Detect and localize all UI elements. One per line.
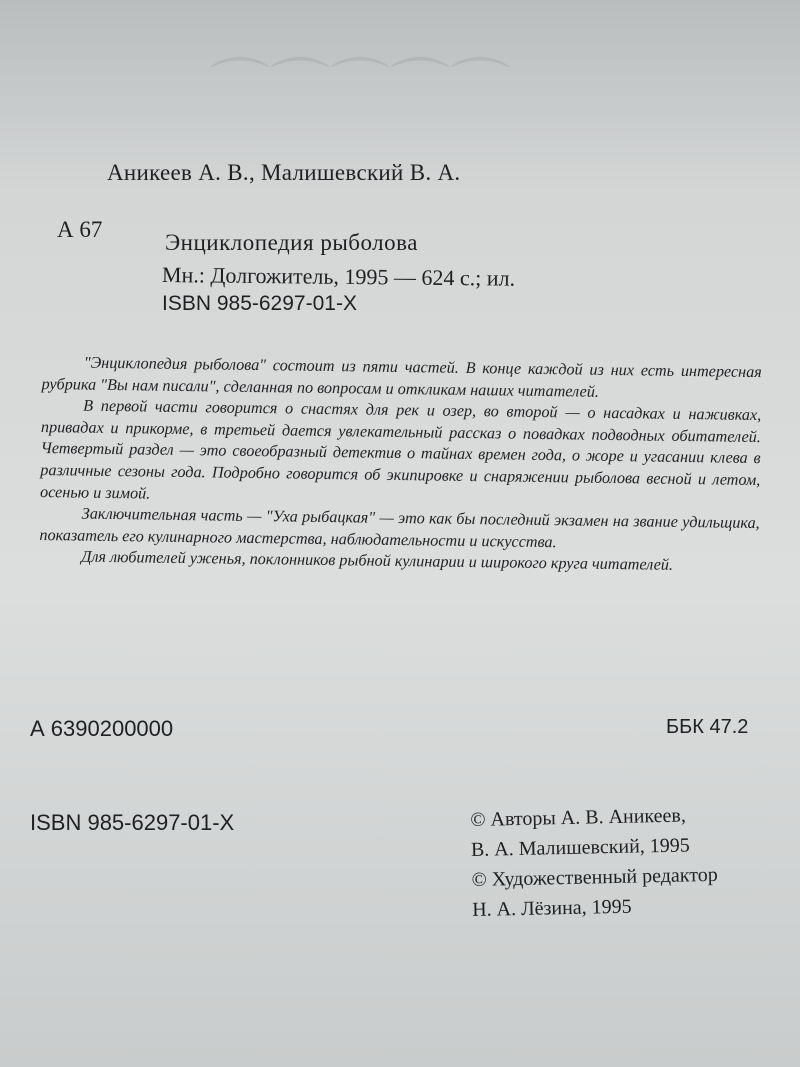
isbn-bottom: ISBN 985-6297-01-X: [30, 810, 235, 835]
copyright-block: [470, 800, 719, 925]
copyright-line: © Авторы А. В. Аникеев,: [470, 804, 687, 831]
annotation-paragraph: В первой части говорится о снастях для рек и озер, во второй — о насадках и наживках, привадах и прикорме, в третьей дается увлекательный рассказ о повадках подводных обитателей. Четвертый раздел — это своеобразный детектив о тайнах времен года, о жоре и угасании клева в различные сезоны года. Подробно говорится об экипировке и снаряжении рыболова весной и летом, осенью и зимой.: [39, 396, 762, 503]
copyright-line: В. А. Малишевский, 1995: [470, 834, 691, 861]
bleed-through-ornament: ⌒⌒⌒⌒⌒: [210, 55, 510, 121]
book-title: Энциклопедия рыболова: [165, 230, 418, 255]
copyright-line: Н. А. Лёзина, 1995: [471, 895, 632, 921]
annotation: [39, 352, 762, 578]
bbk-index: ББК 47.2: [666, 716, 749, 738]
isbn-top: ISBN 985-6297-01-X: [162, 292, 357, 315]
annotation-paragraph: Заключительная часть — "Уха рыбацкая" — это как бы последний экзамен на звание удильщика, показатель его кулинарного мастерства, наблюдательности и искусства.: [39, 504, 760, 551]
catalog-code: А 67: [57, 217, 103, 242]
classification-code: А 6390200000: [30, 716, 174, 741]
copyright-line: © Художественный редактор: [471, 863, 718, 891]
authors: Аникеев А. В., Малишевский В. А.: [107, 160, 461, 185]
annotation-paragraph: "Энциклопедия рыболова" состоит из пяти частей. В конце каждой из них есть интересная рубрика "Вы нам писали", сделанная по вопросам и откликам наших читателей.: [41, 353, 762, 401]
imprint: Мн.: Долгожитель, 1995 — 624 с.; ил.: [161, 262, 516, 291]
annotation-paragraph: Для любителей уженья, поклонников рыбной кулинарии и широкого круга читателей.: [81, 547, 674, 575]
